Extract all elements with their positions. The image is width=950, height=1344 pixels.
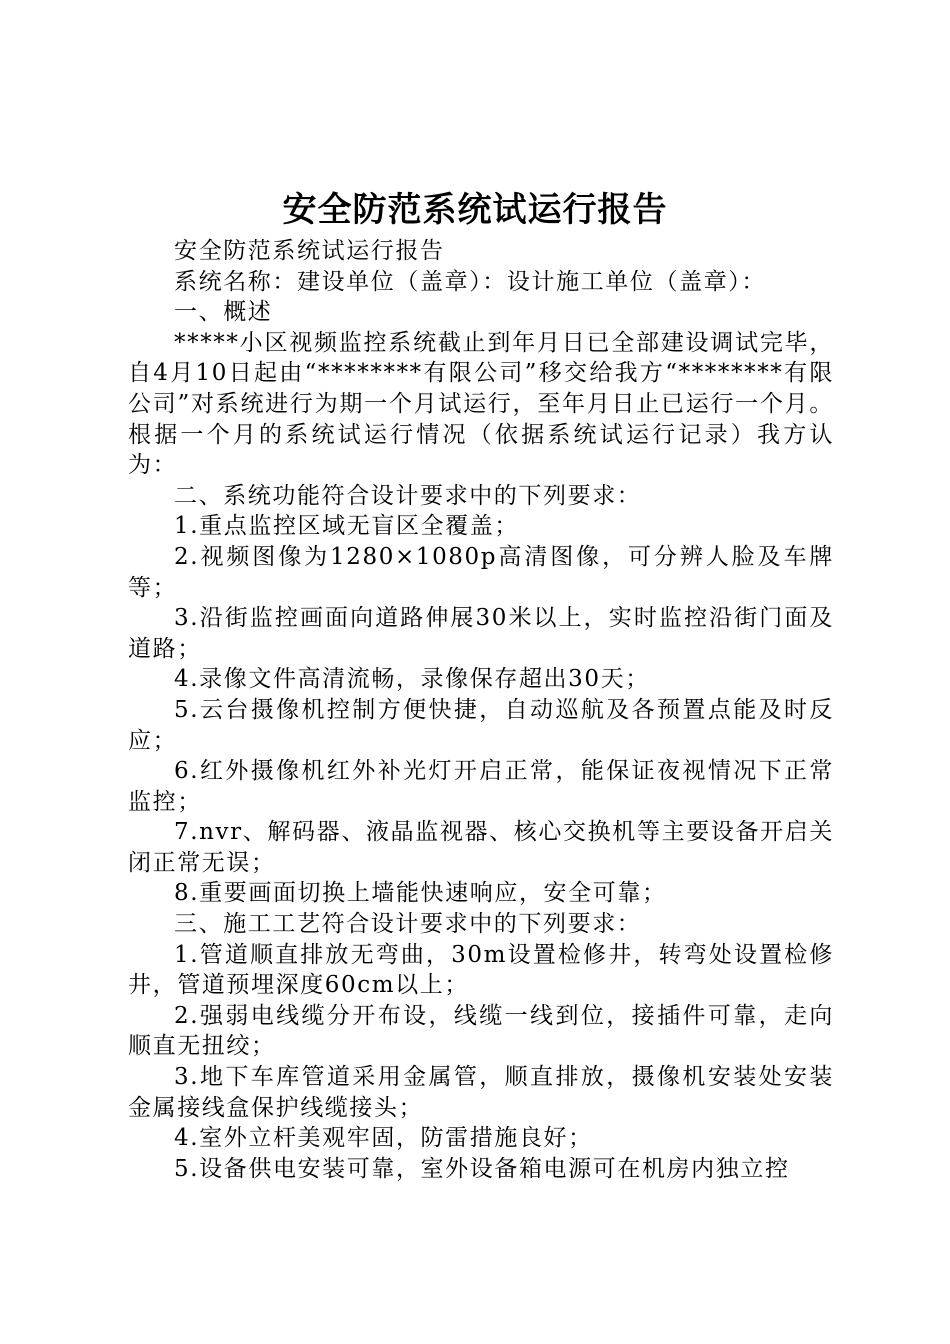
list-item: 3.沿街监控画面向道路伸展30米以上，实时监控沿街门面及道路；: [128, 605, 834, 662]
section-heading-function: 二、系统功能符合设计要求中的下列要求：: [174, 482, 642, 509]
section-heading-overview: 一、概述: [174, 299, 273, 326]
list-item: 8.重要画面切换上墙能快速响应，安全可靠；: [174, 880, 667, 907]
list-item: 4.室外立杆美观牢固，防雷措施良好；: [174, 1125, 593, 1152]
list-item: 4.录像文件高清流畅，录像保存超出30天；: [174, 666, 650, 693]
list-item: 2.强弱电线缆分开布设，线缆一线到位，接插件可靠，走向顺直无扭绞；: [128, 1002, 834, 1060]
section-heading-construction: 三、施工工艺符合设计要求中的下列要求：: [174, 911, 642, 938]
list-item: 5.云台摄像机控制方便快捷，自动巡航及各预置点能及时反应；: [128, 696, 834, 754]
list-item: 5.设备供电安装可靠，室外设备箱电源可在机房内独立控: [174, 1155, 790, 1182]
list-item: 3.地下车库管道采用金属管，顺直排放，摄像机安装处安装金属接线盒保护线缆接头；: [128, 1064, 834, 1121]
paragraph-system-name: 系统名称：建设单位（盖章）：设计施工单位（盖章）：: [174, 268, 766, 295]
paragraph-subtitle: 安全防范系统试运行报告: [174, 238, 445, 264]
list-item: 6.红外摄像机红外补光灯开启正常，能保证夜视情况下正常监控；: [128, 758, 834, 815]
paragraph-overview: *****小区视频监控系统截止到年月日已全部建设调试完毕，自4月10日起由“********有限公司”移交给我方“********有限公司”对系统进行为期一个月试运行，至年月日止已运行一个月。根据一个月的系统试运行情况（依据系统试运行记录）我方认为：: [128, 329, 834, 479]
list-item: 7.nvr、解码器、液晶监视器、核心交换机等主要设备开启关闭正常无误；: [128, 819, 834, 876]
list-item: 1.重点监控区域无盲区全覆盖；: [174, 513, 519, 540]
list-item: 1.管道顺直排放无弯曲，30m设置检修井，转弯处设置检修井，管道预埋深度60cm以上；: [128, 941, 834, 999]
document-body: [128, 236, 834, 1184]
list-item: 2.视频图像为1280×1080p高清图像，可分辨人脸及车牌等；: [128, 543, 834, 601]
document-title: 安全防范系统试运行报告: [282, 190, 668, 230]
